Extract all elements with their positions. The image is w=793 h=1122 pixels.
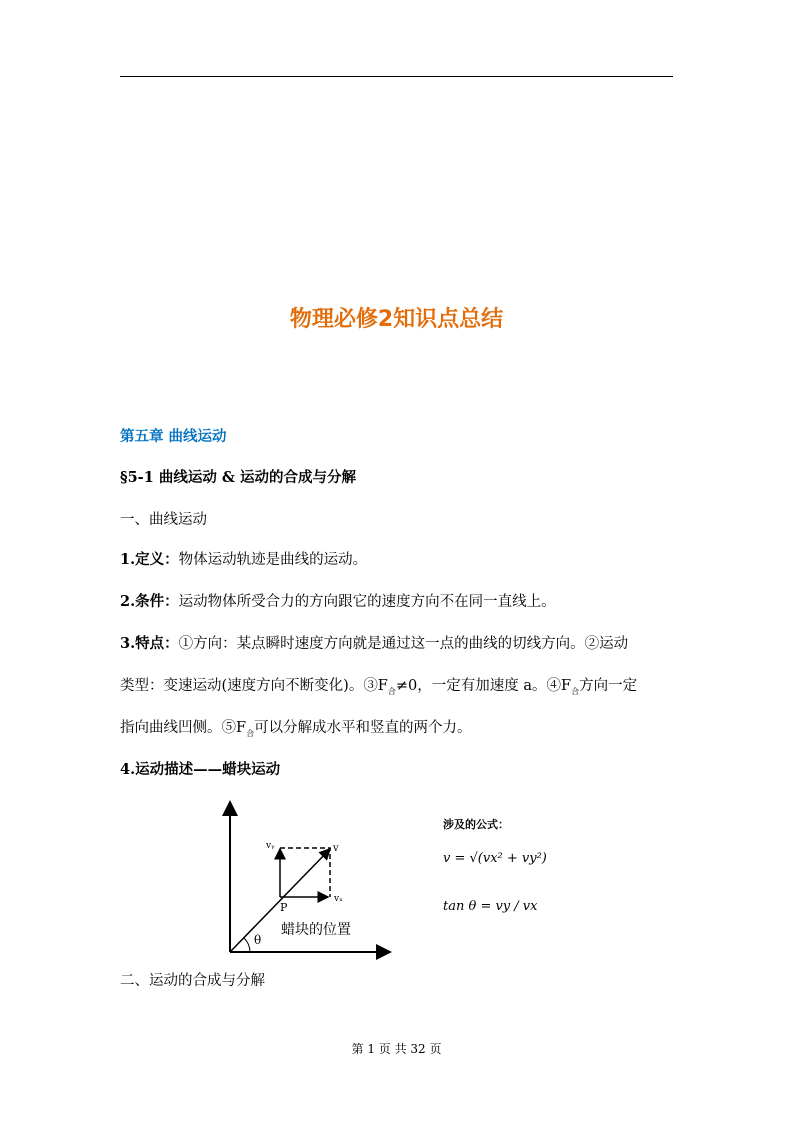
subscript: 合 [571, 686, 580, 696]
vx-label: vₓ [334, 894, 343, 904]
text: 运动物体所受合力的方向跟它的速度方向不在同一直线上。 [178, 594, 556, 610]
text: 可以分解成水平和竖直的两个力。 [254, 720, 472, 736]
description-heading: 4.运动描述——蜡块运动 [120, 761, 281, 778]
text: 方向一定 [579, 678, 638, 694]
text: 类型：变速运动(速度方向不断变化)。③F [120, 678, 388, 694]
label: 1.定义： [120, 551, 179, 568]
text: 指向曲线凹侧。⑤F [120, 720, 247, 736]
theta-arc [244, 938, 250, 952]
dashed-rectangle [280, 848, 330, 897]
label: 2.条件： [120, 593, 179, 610]
formula-title: 涉及的公式： [443, 818, 509, 831]
page-title: 物理必修2知识点总结 [289, 307, 504, 332]
part-heading-2: 二、运动的合成与分解 [120, 973, 265, 989]
position-label: 蜡块的位置 [281, 922, 351, 938]
subscript: 合 [387, 686, 396, 696]
section-heading: §5-1 曲线运动 & 运动的合成与分解 [120, 469, 357, 486]
p-label: P [280, 901, 288, 914]
label: 3.特点： [120, 635, 179, 652]
text: 物体运动轨迹是曲线的运动。 [178, 552, 368, 568]
v-label: v [333, 843, 339, 854]
text: ≠0，一定有加速度 a。④F [395, 678, 572, 694]
page-footer: 第 1 页 共 32 页 [351, 1042, 442, 1056]
part-heading-1: 一、曲线运动 [120, 512, 207, 528]
formula-speed: v = √(vx² + vy²) [443, 851, 547, 866]
chapter-heading: 第五章 曲线运动 [120, 429, 227, 445]
text: ①方向：某点瞬时速度方向就是通过这一点的曲线的切线方向。②运动 [178, 636, 629, 652]
formula-tan: tan θ = vy / vx [443, 899, 538, 914]
theta-label: θ [254, 933, 262, 947]
vy-label: vᵧ [266, 841, 275, 851]
subscript: 合 [246, 728, 255, 738]
